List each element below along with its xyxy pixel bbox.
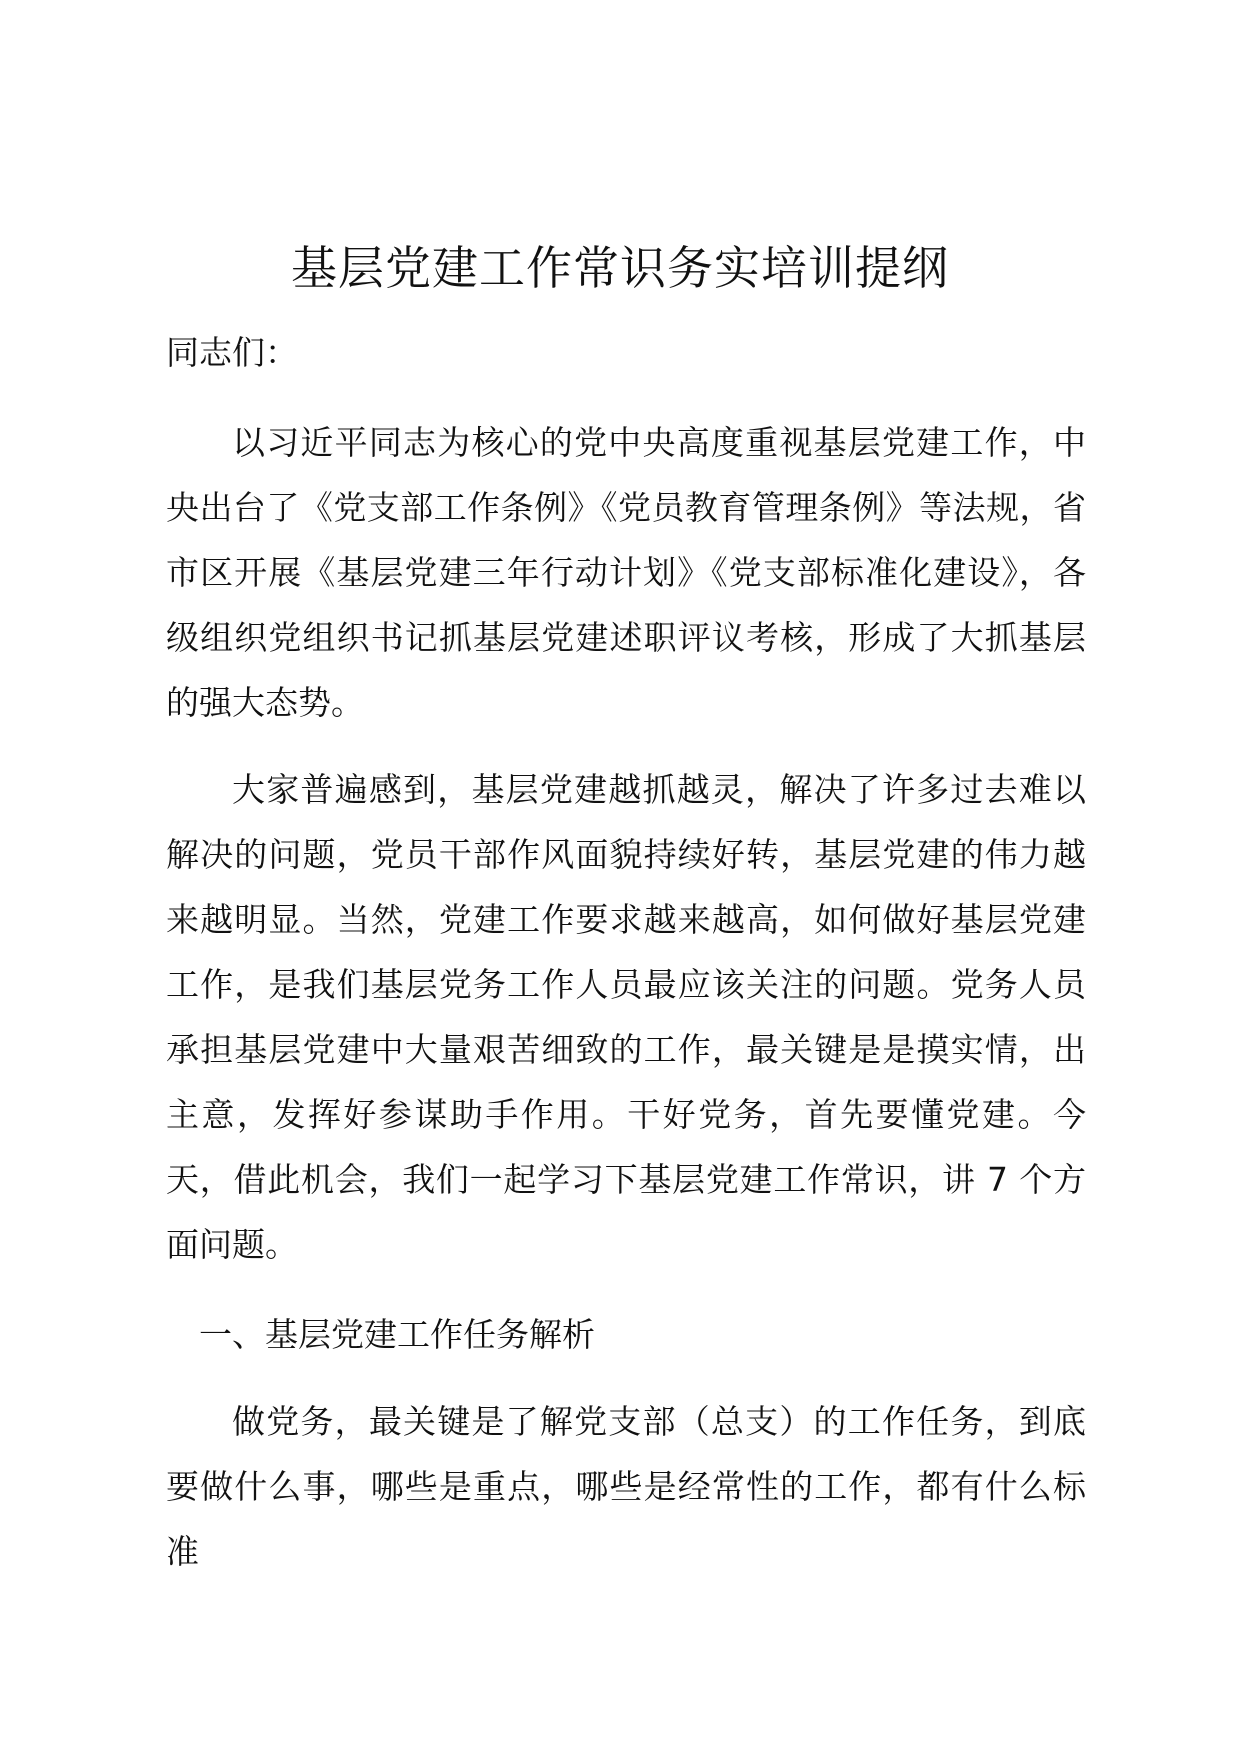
document-title: 基层党建工作常识务实培训提纲: [291, 241, 949, 295]
document-body: [166, 320, 1086, 1584]
section-paragraph: 做党务，最关键是了解党支部（总支）的工作任务，到底要做什么事，哪些是重点，哪些是经常性的工作，都有什么标准: [166, 1402, 1086, 1571]
salutation: 同志们：: [166, 333, 298, 372]
body-paragraph-2: 大家普遍感到，基层党建越抓越灵，解决了许多过去难以解决的问题，党员干部作风面貌持续好转，基层党建的伟力越来越明显。当然，党建工作要求越来越高，如何做好基层党建工作，是我们基层党务工作人员最应该关注的问题。党务人员承担基层党建中大量艰苦细致的工作，最关键是是摸实情，出主意，发挥好参谋助手作用。干好党务，首先要懂党建。今天，借此机会，我们一起学习下基层党建工作常识，讲 7 个方面问题。: [166, 770, 1086, 1264]
section-heading: 一、基层党建工作任务解析: [199, 1315, 595, 1354]
body-paragraph-1: 以习近平同志为核心的党中央高度重视基层党建工作，中央出台了《党支部工作条例》《党员教育管理条例》等法规，省市区开展《基层党建三年行动计划》《党支部标准化建设》，各级组织党组织书记抓基层党建述职评议考核，形成了大抓基层的强大态势。: [166, 423, 1086, 722]
